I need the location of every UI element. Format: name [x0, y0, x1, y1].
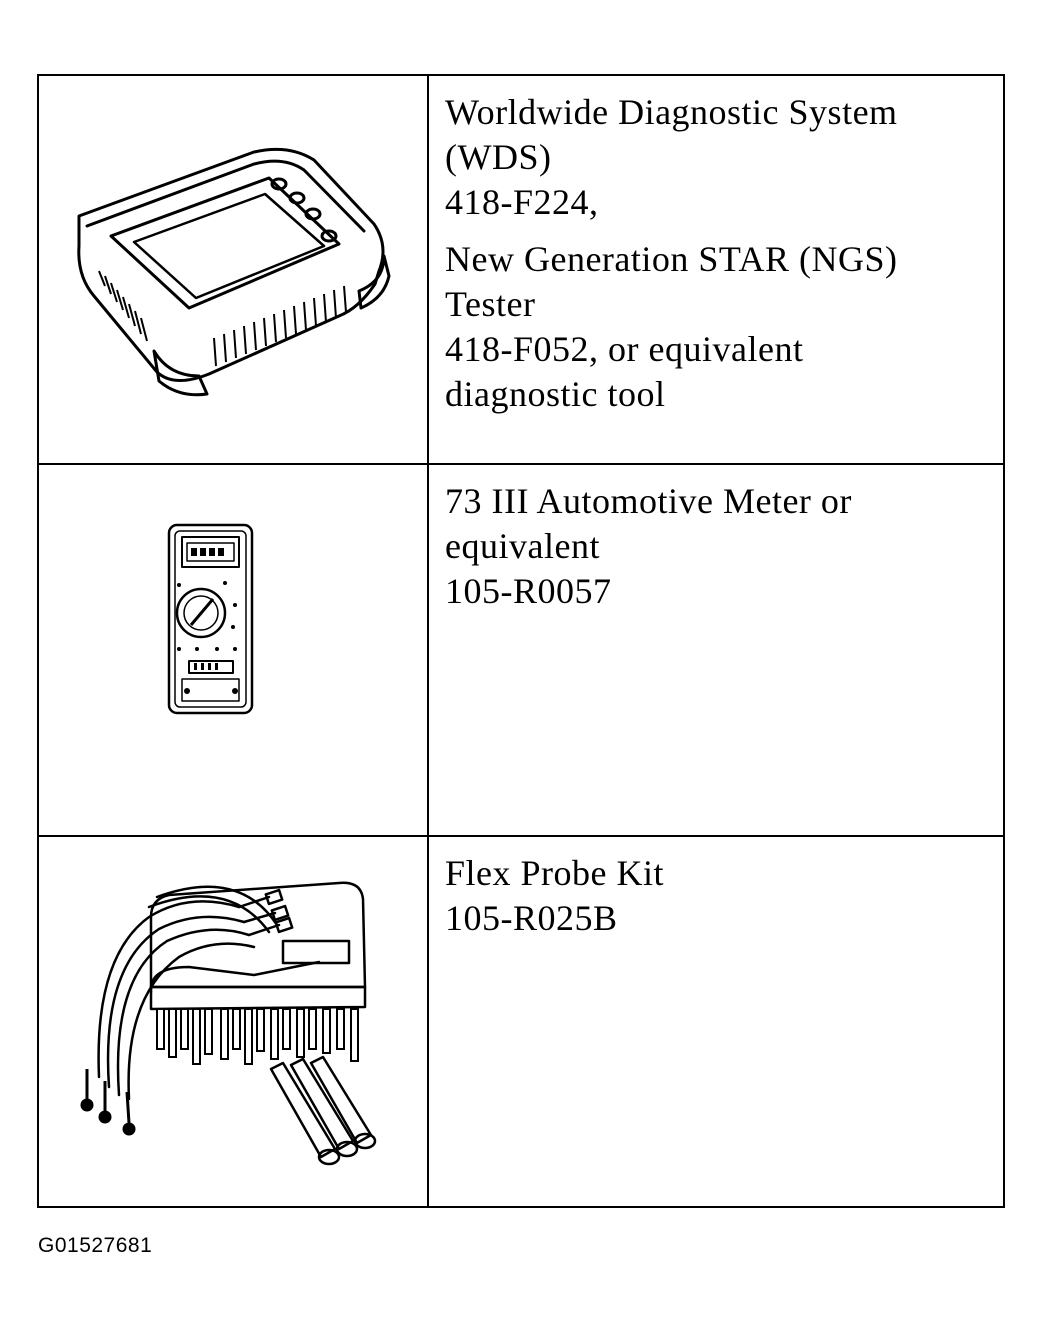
- column-divider: [427, 465, 429, 835]
- multimeter-icon: [39, 465, 427, 835]
- tool-description-line: diagnostic tool: [445, 374, 666, 414]
- tool-description-line: New Generation STAR (NGS): [445, 239, 898, 279]
- flex-probe-kit-icon: [39, 837, 427, 1206]
- tool-row-diagnostic-tester: [39, 76, 1003, 465]
- tool-description: [445, 479, 993, 614]
- tool-description-line: 105-R025B: [445, 898, 618, 938]
- special-tools-table: [37, 74, 1005, 1208]
- tool-description-line: 418-F224,: [445, 182, 599, 222]
- tool-description-line: Flex Probe Kit: [445, 853, 664, 893]
- column-divider: [427, 837, 429, 1206]
- figure-id: G01527681: [38, 1234, 153, 1257]
- tool-description-line: equivalent: [445, 526, 600, 566]
- tool-description-line: 105-R0057: [445, 571, 612, 611]
- tool-description-line: (WDS): [445, 137, 552, 177]
- column-divider: [427, 76, 429, 463]
- tool-description-line: 418-F052, or equivalent: [445, 329, 804, 369]
- tool-description-line: Tester: [445, 284, 536, 324]
- tool-description: [445, 90, 993, 417]
- tool-description: [445, 851, 993, 941]
- tool-description-line: Worldwide Diagnostic System: [445, 92, 898, 132]
- tool-row-flex-probe-kit: [39, 837, 1003, 1206]
- diagnostic-tester-icon: [39, 76, 427, 463]
- tool-description-line: 73 III Automotive Meter or: [445, 481, 852, 521]
- tool-row-multimeter: [39, 465, 1003, 837]
